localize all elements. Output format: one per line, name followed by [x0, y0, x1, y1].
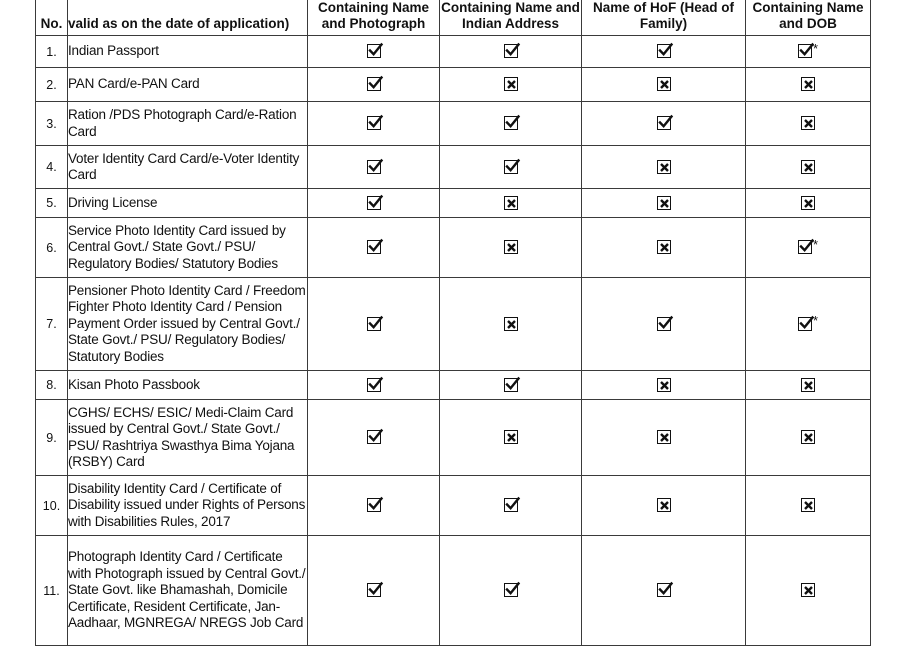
- document-name: Voter Identity Card Card/e-Voter Identity Card: [68, 146, 308, 189]
- cell-dob: [746, 146, 871, 189]
- cell-dob: [746, 36, 871, 68]
- cell-poi: [308, 476, 440, 536]
- cell-poa: [440, 189, 582, 218]
- cell-dob: [746, 371, 871, 400]
- cross-box-icon: [657, 498, 671, 512]
- check-box-icon: [367, 240, 381, 254]
- cross-box-icon: [801, 378, 815, 392]
- asterisk-note: *: [812, 236, 819, 252]
- check-box-icon: [367, 160, 381, 174]
- cross-box-icon: [504, 196, 518, 210]
- header-no: No.: [36, 0, 68, 36]
- cell-dob: [746, 68, 871, 102]
- cell-poi: [308, 36, 440, 68]
- check-box-icon: [657, 317, 671, 331]
- cell-por: [582, 189, 746, 218]
- cell-poi: [308, 278, 440, 371]
- row-number: 2.: [36, 68, 68, 102]
- cross-box-icon: [657, 196, 671, 210]
- check-box-icon: [504, 116, 518, 130]
- cross-box-icon: [657, 160, 671, 174]
- row-number: 1.: [36, 36, 68, 68]
- document-name: Indian Passport: [68, 36, 308, 68]
- row-number: 6.: [36, 218, 68, 278]
- cell-poi: [308, 102, 440, 146]
- check-box-icon: [367, 583, 381, 597]
- check-box-icon: [367, 196, 381, 210]
- cell-por: [582, 36, 746, 68]
- check-box-icon: [798, 240, 812, 254]
- check-box-icon: [367, 498, 381, 512]
- row-number: 3.: [36, 102, 68, 146]
- document-name: Disability Identity Card / Certificate of Disability issued under Rights of Persons with Disabilities Rules, 2017: [68, 476, 308, 536]
- cell-poa: [440, 476, 582, 536]
- table-row: [36, 476, 871, 536]
- cell-poi: [308, 146, 440, 189]
- check-box-icon: [504, 160, 518, 174]
- cell-poa: [440, 146, 582, 189]
- cross-box-icon: [801, 116, 815, 130]
- cell-dob: [746, 102, 871, 146]
- row-number: 9.: [36, 400, 68, 476]
- document-name: Ration /PDS Photograph Card/e-Ration Card: [68, 102, 308, 146]
- check-box-icon: [657, 44, 671, 58]
- cell-poa: [440, 400, 582, 476]
- row-number: 4.: [36, 146, 68, 189]
- check-box-icon: [504, 44, 518, 58]
- check-box-icon: [367, 116, 381, 130]
- check-box-icon: [657, 583, 671, 597]
- cross-box-icon: [504, 430, 518, 444]
- cross-box-icon: [504, 77, 518, 91]
- header-por: Name of HoF (Head of Family): [582, 0, 746, 36]
- table-row: [36, 371, 871, 400]
- check-box-icon: [504, 378, 518, 392]
- cross-box-icon: [504, 317, 518, 331]
- document-name: Pensioner Photo Identity Card / Freedom Fighter Photo Identity Card / Pension Payment Order issued by Central Govt./ State Govt./ PSU/ Regulatory Bodies/ Statutory Bodies: [68, 278, 308, 371]
- header-poa: Containing Name and Indian Address: [440, 0, 582, 36]
- row-number: 5.: [36, 189, 68, 218]
- accepted-documents-table: [35, 0, 871, 646]
- cell-poi: [308, 218, 440, 278]
- cross-box-icon: [657, 77, 671, 91]
- cell-por: [582, 371, 746, 400]
- asterisk-note: *: [812, 313, 819, 328]
- check-box-icon: [504, 583, 518, 597]
- row-number: 10.: [36, 476, 68, 536]
- document-name: CGHS/ ECHS/ ESIC/ Medi-Claim Card issued by Central Govt./ State Govt./ PSU/ Rashtriya Swasthya Bima Yojana (RSBY) Card: [68, 400, 308, 476]
- table-row: [36, 36, 871, 68]
- cell-poa: [440, 278, 582, 371]
- cell-por: [582, 146, 746, 189]
- cross-box-icon: [657, 430, 671, 444]
- check-box-icon: [798, 317, 812, 331]
- cell-por: [582, 218, 746, 278]
- cross-box-icon: [657, 240, 671, 254]
- document-name: Driving License: [68, 189, 308, 218]
- cell-poa: [440, 536, 582, 646]
- check-box-icon: [367, 77, 381, 91]
- check-box-icon: [367, 430, 381, 444]
- cell-dob: [746, 189, 871, 218]
- cell-dob: [746, 400, 871, 476]
- header-poi: Containing Name and Photograph: [308, 0, 440, 36]
- table-row: [36, 189, 871, 218]
- check-box-icon: [657, 116, 671, 130]
- cell-poa: [440, 371, 582, 400]
- cell-poi: [308, 68, 440, 102]
- table-row: [36, 68, 871, 102]
- cell-por: [582, 476, 746, 536]
- cross-box-icon: [657, 378, 671, 392]
- cell-poa: [440, 36, 582, 68]
- check-box-icon: [798, 44, 812, 58]
- document-name: Photograph Identity Card / Certificate with Photograph issued by Central Govt./ State Govt. like Bhamashah, Domicile Certificate, Resident Certificate, Jan-Aadhaar, MGNREGA/ NREGS Job Card: [68, 536, 308, 646]
- cell-por: [582, 102, 746, 146]
- cell-poi: [308, 536, 440, 646]
- cell-dob: [746, 278, 871, 371]
- cell-poi: [308, 400, 440, 476]
- cross-box-icon: [801, 160, 815, 174]
- asterisk-note: *: [812, 40, 819, 56]
- cell-poi: [308, 189, 440, 218]
- table-header-row: [36, 0, 871, 36]
- cell-por: [582, 278, 746, 371]
- header-dob: Containing Name and DOB: [746, 0, 871, 36]
- check-box-icon: [504, 498, 518, 512]
- cell-dob: [746, 218, 871, 278]
- table-row: [36, 146, 871, 189]
- cell-poi: [308, 371, 440, 400]
- cross-box-icon: [801, 196, 815, 210]
- cross-box-icon: [801, 430, 815, 444]
- cell-dob: [746, 536, 871, 646]
- check-box-icon: [367, 317, 381, 331]
- cross-box-icon: [504, 240, 518, 254]
- row-number: 11.: [36, 536, 68, 646]
- table-row: [36, 102, 871, 146]
- cross-box-icon: [801, 583, 815, 597]
- row-number: 8.: [36, 371, 68, 400]
- table-row: [36, 218, 871, 278]
- table-row: [36, 536, 871, 646]
- cell-por: [582, 536, 746, 646]
- cell-poa: [440, 68, 582, 102]
- check-box-icon: [367, 44, 381, 58]
- cell-por: [582, 68, 746, 102]
- table-row: [36, 278, 871, 371]
- cross-box-icon: [801, 77, 815, 91]
- document-name: Service Photo Identity Card issued by Central Govt./ State Govt./ PSU/ Regulatory Bodies/ Statutory Bodies: [68, 218, 308, 278]
- document-name: Kisan Photo Passbook: [68, 371, 308, 400]
- document-name: PAN Card/e-PAN Card: [68, 68, 308, 102]
- check-box-icon: [367, 378, 381, 392]
- cell-por: [582, 400, 746, 476]
- cell-dob: [746, 476, 871, 536]
- cross-box-icon: [801, 498, 815, 512]
- row-number: 7.: [36, 278, 68, 371]
- table-row: [36, 400, 871, 476]
- header-document: valid as on the date of application): [68, 0, 308, 36]
- cell-poa: [440, 218, 582, 278]
- cell-poa: [440, 102, 582, 146]
